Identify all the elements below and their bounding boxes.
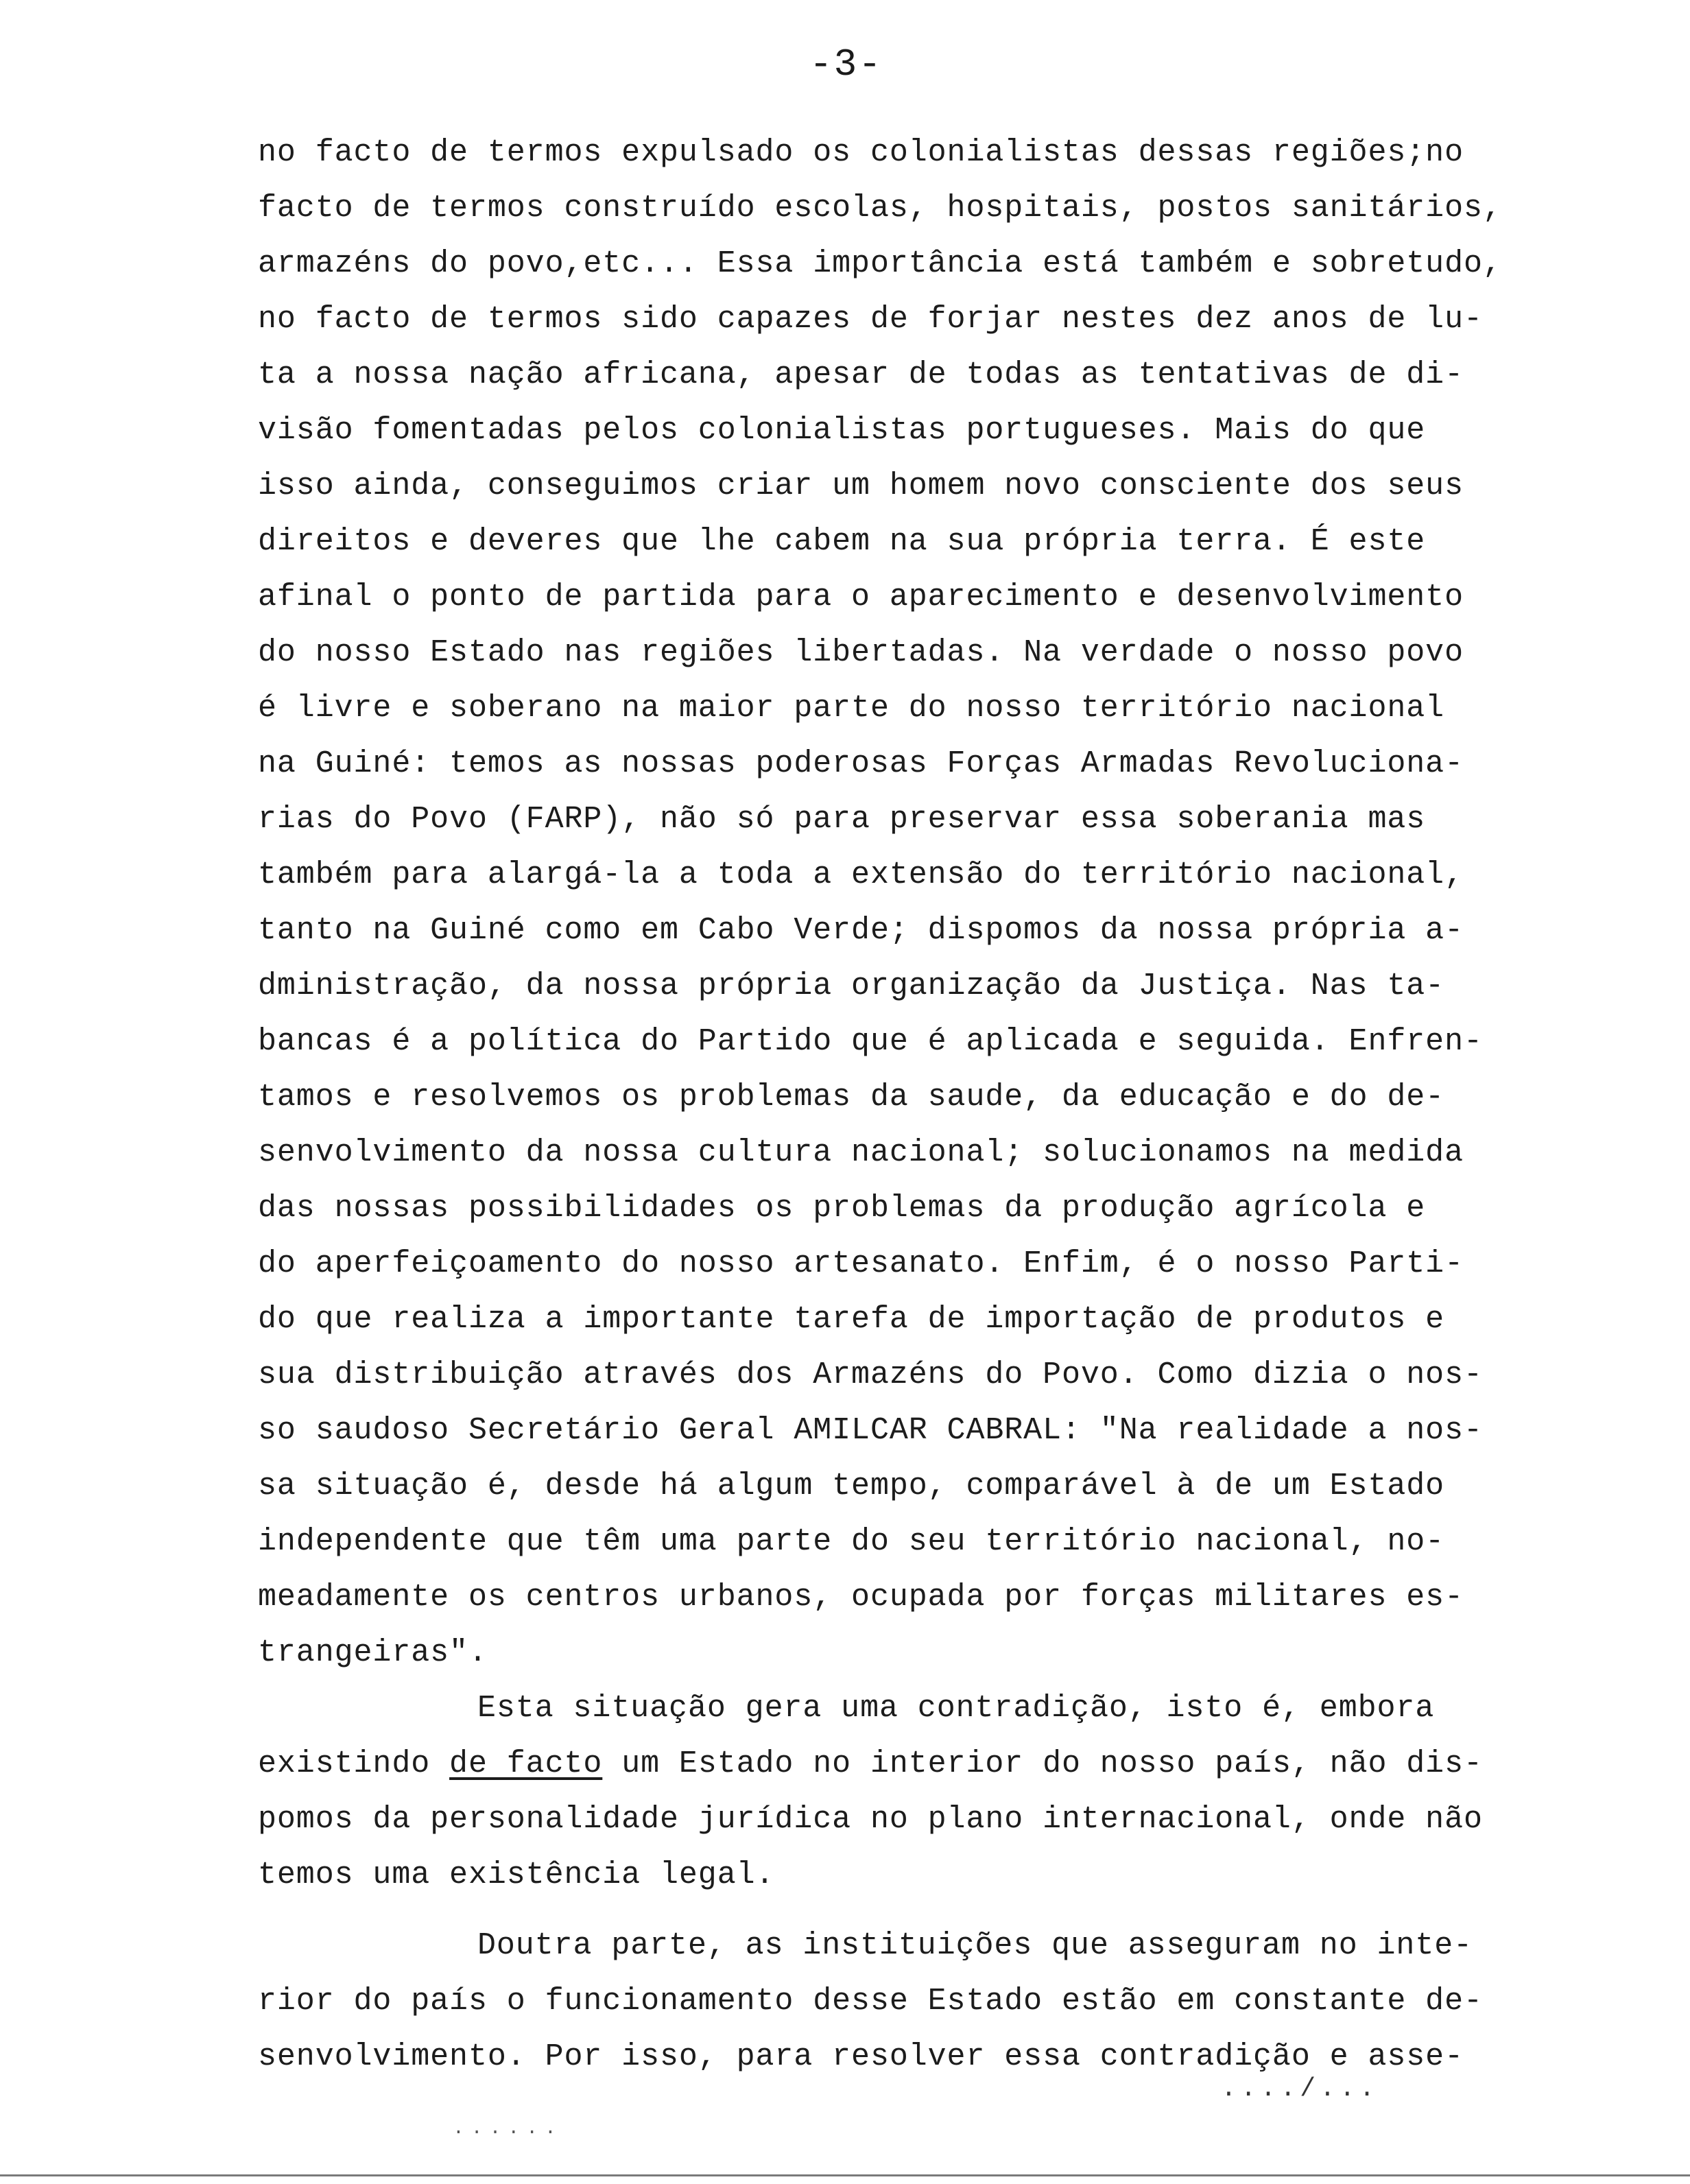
text-line: dministração, da nossa própria organização da Justiça. Nas ta-	[258, 969, 1445, 1004]
text-line: no facto de termos sido capazes de forjar nestes dez anos de lu-	[258, 302, 1483, 337]
underlined-phrase: de facto	[449, 1746, 603, 1781]
text-line: tanto na Guiné como em Cabo Verde; dispomos da nossa própria a-	[258, 913, 1464, 948]
text-line: sua distribuição através dos Armazéns do Povo. Como dizia o nos-	[258, 1357, 1483, 1392]
text-line: isso ainda, conseguimos criar um homem novo consciente dos seus	[258, 468, 1464, 503]
paragraph-1	[258, 125, 1547, 1681]
text-line: meadamente os centros urbanos, ocupada por forças militares es-	[258, 1580, 1464, 1615]
text-line: na Guiné: temos as nossas poderosas Forças Armadas Revoluciona-	[258, 746, 1464, 781]
leader-dots: ......	[453, 2118, 563, 2139]
page-bottom-rule	[0, 2174, 1690, 2176]
text-line: tamos e resolvemos os problemas da saude, da educação e do de-	[258, 1080, 1445, 1115]
text-line: armazéns do povo,etc... Essa importância está também e sobretudo,	[258, 246, 1502, 281]
text-line: senvolvimento da nossa cultura nacional; solucionamos na medida	[258, 1135, 1464, 1170]
text-line: temos uma existência legal.	[258, 1857, 775, 1892]
text-line: pomos da personalidade jurídica no plano internacional, onde não	[258, 1802, 1483, 1837]
text-line: rias do Povo (FARP), não só para preservar essa soberania mas	[258, 802, 1426, 837]
text-line: do que realiza a importante tarefa de importação de produtos e	[258, 1302, 1445, 1337]
text-line: também para alargá-la a toda a extensão do território nacional,	[258, 857, 1464, 892]
document-body	[258, 125, 1547, 2085]
text-line: afinal o ponto de partida para o aparecimento e desenvolvimento	[258, 580, 1464, 615]
text-line: do nosso Estado nas regiões libertadas. Na verdade o nosso povo	[258, 635, 1464, 670]
text-line: do aperfeiçoamento do nosso artesanato. Enfim, é o nosso Parti-	[258, 1246, 1464, 1281]
text-line: direitos e deveres que lhe cabem na sua própria terra. É este	[258, 524, 1426, 559]
page-number: -3-	[809, 43, 883, 86]
text-line: das nossas possibilidades os problemas da produção agrícola e	[258, 1191, 1426, 1226]
paragraph-3	[258, 1918, 1547, 2085]
text-line: independente que têm uma parte do seu território nacional, no-	[258, 1524, 1445, 1559]
text-line: visão fomentadas pelos colonialistas portugueses. Mais do que	[258, 413, 1426, 448]
text-line: ta a nossa nação africana, apesar de todas as tentativas de di-	[258, 357, 1464, 392]
paragraph-gap	[258, 1903, 1547, 1918]
text-line: no facto de termos expulsado os colonialistas dessas regiões;no	[258, 135, 1464, 170]
text-line-with-underline: existindo de facto um Estado no interior do nosso país, não dis-	[258, 1746, 1483, 1781]
text-line: é livre e soberano na maior parte do nosso território nacional	[258, 691, 1445, 726]
text-line: Esta situação gera uma contradição, isto é, embora	[477, 1691, 1435, 1726]
text-line: rior do país o funcionamento desse Estado estão em constante de-	[258, 1984, 1483, 2019]
text-line: so saudoso Secretário Geral AMILCAR CABRAL: "Na realidade a nos-	[258, 1413, 1483, 1448]
text-line: Doutra parte, as instituições que asseguram no inte-	[477, 1928, 1473, 1963]
text-line: senvolvimento. Por isso, para resolver essa contradição e asse-	[258, 2039, 1464, 2074]
text-line: sa situação é, desde há algum tempo, comparável à de um Estado	[258, 1469, 1445, 1504]
text-line: facto de termos construído escolas, hospitais, postos sanitários,	[258, 191, 1502, 226]
continuation-mark: ..../...	[1221, 2074, 1379, 2104]
text-line: trangeiras".	[258, 1635, 488, 1670]
text-line: bancas é a política do Partido que é aplicada e seguida. Enfren-	[258, 1024, 1483, 1059]
paragraph-2	[258, 1681, 1547, 1903]
